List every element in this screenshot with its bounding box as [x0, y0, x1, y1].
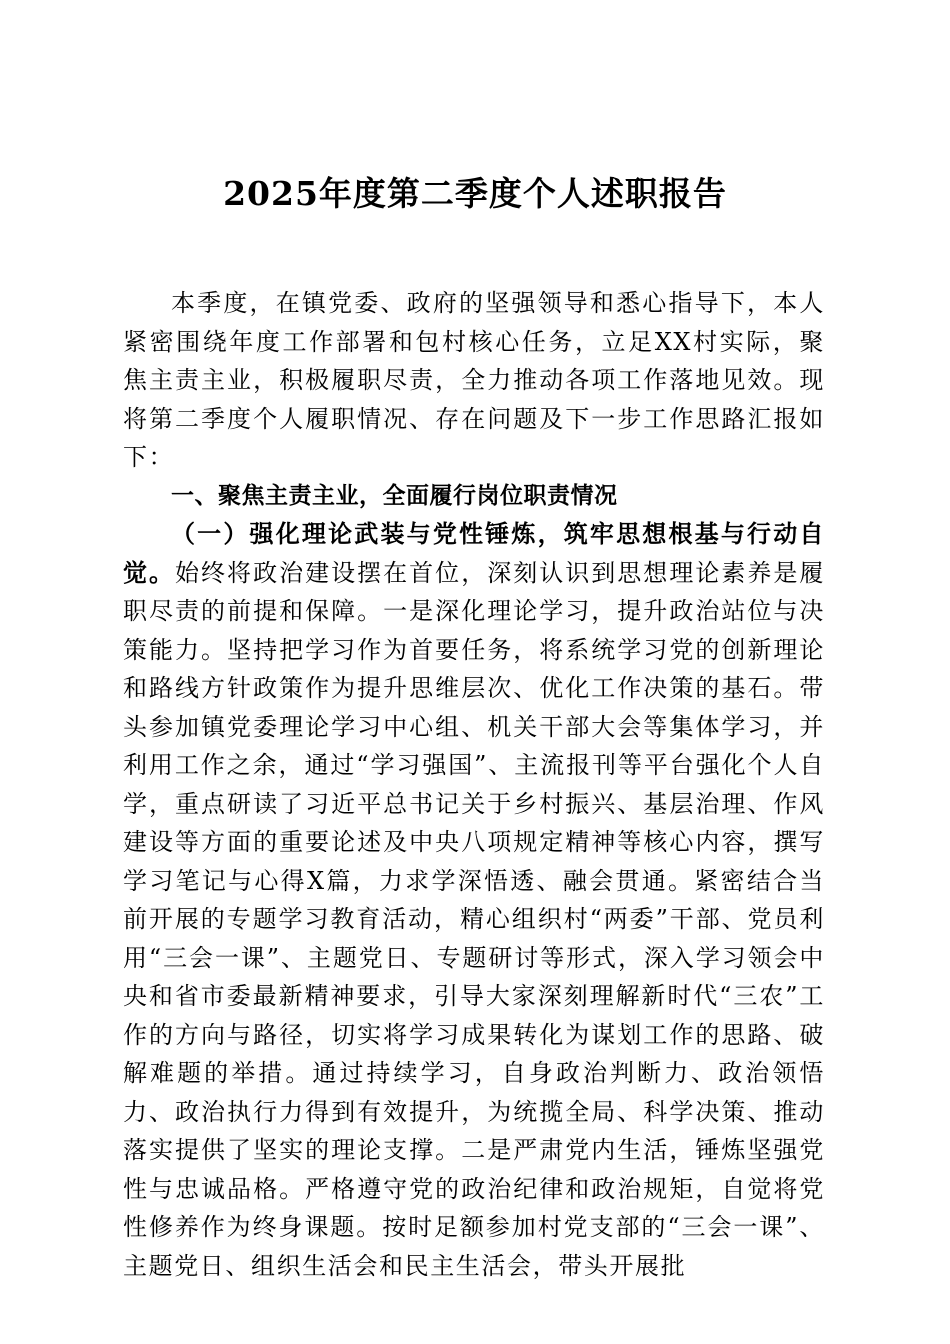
subsection-paragraph [123, 515, 825, 1285]
subsection-heading: （一）强化理论武装与党性锤炼，筑牢思想根基与行动自觉。 [123, 519, 825, 587]
document-title: 2025年度第二季度个人述职报告 [223, 174, 727, 213]
document-body [123, 284, 825, 1285]
intro-paragraph: 本季度，在镇党委、政府的坚强领导和悉心指导下，本人紧密围绕年度工作部署和包村核心任务，立足XX村实际，聚焦主责主业，积极履职尽责，全力推动各项工作落地见效。现将第二季度个人履职情况、存在问题及下一步工作思路汇报如下： [123, 289, 825, 471]
subsection-body: 始终将政治建设摆在首位，深刻认识到思想理论素养是履职尽责的前提和保障。一是深化理论学习，提升政治站位与决策能力。坚持把学习作为首要任务，将系统学习党的创新理论和路线方针政策作为提升思维层次、优化工作决策的基石。带头参加镇党委理论学习中心组、机关干部大会等集体学习，并利用工作之余，通过“学习强国”、主流报刊等平台强化个人自学，重点研读了习近平总书记关于乡村振兴、基层治理、作风建设等方面的重要论述及中央八项规定精神等核心内容，撰写学习笔记与心得X篇，力求学深悟透、融会贯通。紧密结合当前开展的专题学习教育活动，精心组织村“两委”干部、党员利用“三会一课”、主题党日、专题研讨等形式，深入学习领会中央和省市委最新精神要求，引导大家深刻理解新时代“三农”工作的方向与路径，切实将学习成果转化为谋划工作的思路、破解难题的举措。通过持续学习，自身政治判断力、政治领悟力、政治执行力得到有效提升，为统揽全局、科学决策、推动落实提供了坚实的理论支撑。二是严肃党内生活，锤炼坚强党性与忠诚品格。严格遵守党的政治纪律和政治规矩，自觉将党性修养作为终身课题。按时足额参加村党支部的“三会一课”、主题党日、组织生活会和民主生活会，带头开展批 [123, 558, 825, 1280]
section-heading: 一、聚焦主责主业，全面履行岗位职责情况 [171, 482, 618, 509]
